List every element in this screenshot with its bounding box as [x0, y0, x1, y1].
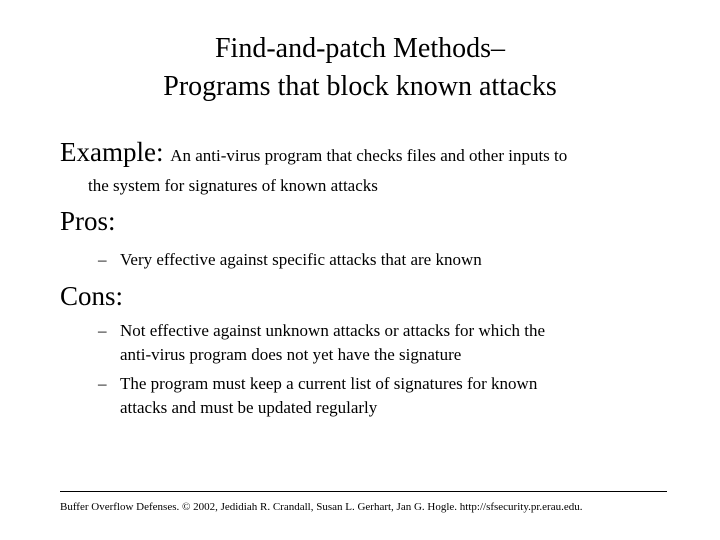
- example-heading: Example:: [60, 137, 164, 167]
- example-text: An anti-virus program that checks files and other inputs to: [170, 146, 568, 165]
- example-section: [60, 135, 680, 197]
- pros-heading: Pros:: [60, 206, 116, 236]
- cons-item: [60, 319, 680, 367]
- slide-title: [0, 30, 720, 106]
- footer-text: Buffer Overflow Defenses. © 2002, Jedidiah R. Crandall, Susan L. Gerhart, Jan G. Hogle. http://sfsecurity.pr.erau.edu.: [60, 501, 583, 513]
- dash-bullet: –: [98, 321, 107, 340]
- cons-item: [60, 372, 680, 420]
- example-line: [60, 135, 680, 173]
- cons-section: [60, 279, 680, 420]
- cons-item-line: anti-virus program does not yet have the signature: [120, 345, 462, 364]
- example-text-continued: the system for signatures of known attacks: [88, 176, 378, 195]
- cons-heading: Cons:: [60, 281, 124, 311]
- slide-title-line-1: Find-and-patch Methods–: [214, 33, 506, 64]
- cons-item-line: attacks and must be updated regularly: [120, 398, 378, 417]
- dash-bullet: –: [98, 250, 107, 269]
- slide-title-line-2: Programs that block known attacks: [163, 71, 557, 102]
- pros-item-line: Very effective against specific attacks that are known: [120, 250, 482, 269]
- pros-section: [60, 204, 680, 272]
- pros-item: [60, 248, 680, 272]
- dash-bullet: –: [98, 374, 107, 393]
- cons-item-line: Not effective against unknown attacks or attacks for which the: [120, 321, 546, 340]
- cons-item-line: The program must keep a current list of signatures for known: [120, 374, 538, 393]
- footer-divider: [60, 491, 667, 492]
